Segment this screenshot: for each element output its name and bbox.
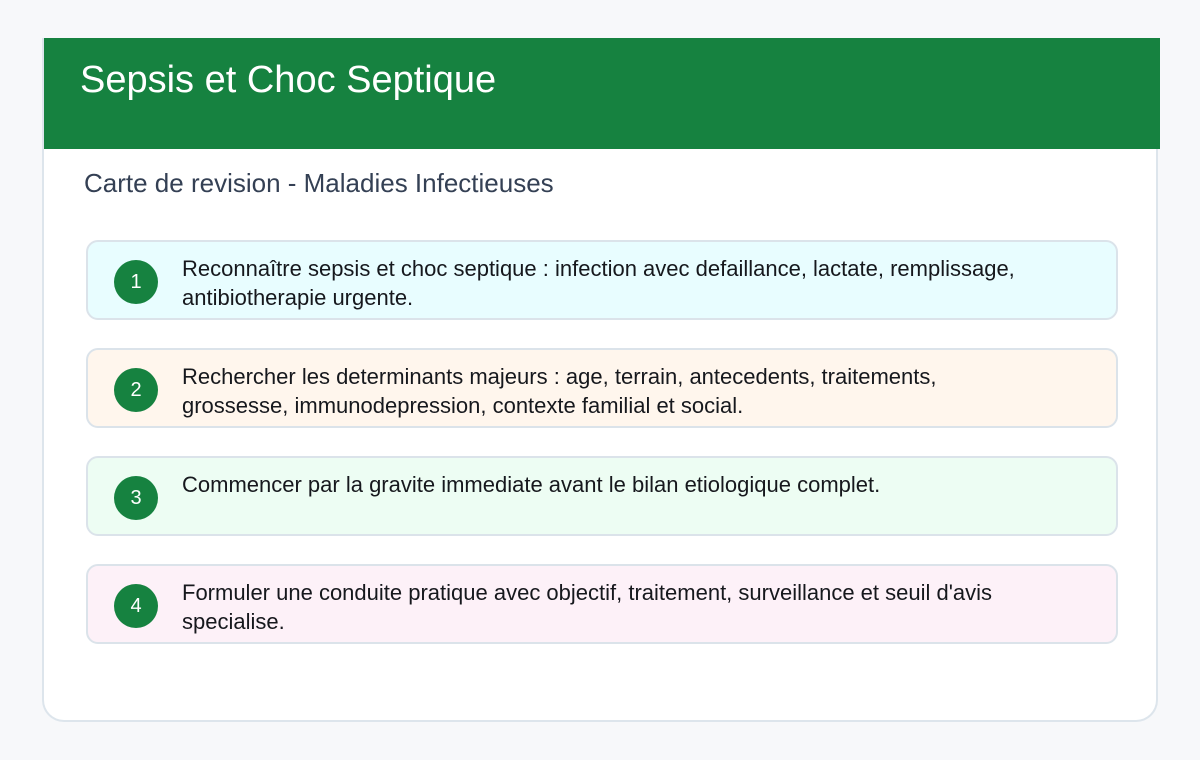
item-number-badge: 2	[114, 368, 158, 412]
item-number-badge: 1	[114, 260, 158, 304]
card-header	[44, 38, 1160, 149]
revision-card	[42, 38, 1158, 722]
list-item-1	[86, 240, 1118, 320]
item-text: Reconnaître sepsis et choc septique : infection avec defaillance, lactate, remplissage, antibiotherapie urgente.	[182, 256, 1015, 310]
item-text: Commencer par la gravite immediate avant le bilan etiologique complet.	[182, 472, 881, 497]
item-number-badge: 4	[114, 584, 158, 628]
page-title: Sepsis et Choc Septique	[80, 59, 497, 101]
card-subtitle: Carte de revision - Maladies Infectieuses	[84, 168, 554, 198]
list-item-2	[86, 348, 1118, 428]
list-item-4	[86, 564, 1118, 644]
item-text: Formuler une conduite pratique avec objectif, traitement, surveillance et seuil d'avis specialise.	[182, 580, 993, 634]
item-text: Rechercher les determinants majeurs : age, terrain, antecedents, traitements, grossesse, immunodepression, contexte familial et social.	[182, 364, 937, 418]
item-number-badge: 3	[114, 476, 158, 520]
list-item-3	[86, 456, 1118, 536]
